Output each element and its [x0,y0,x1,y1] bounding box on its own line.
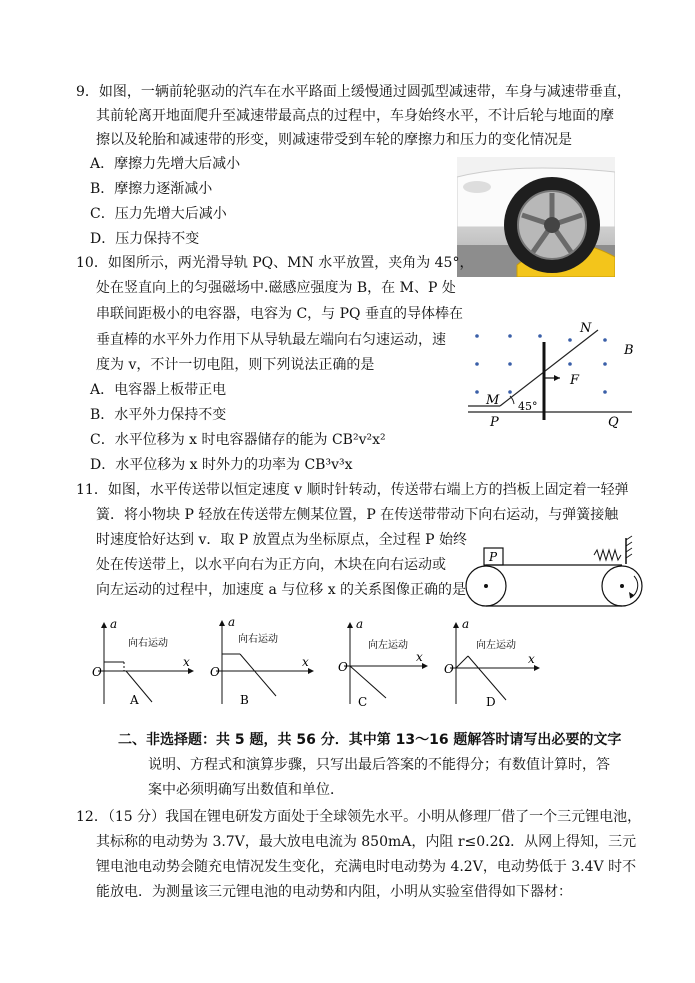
block-p-label: P [489,550,498,564]
svg-text:O: O [210,665,220,679]
svg-text:O: O [338,660,348,674]
conveyor-belt-figure [462,530,662,610]
svg-text:a: a [462,617,470,631]
section-2-header: 二、非选择题：共 5 题，共 56 分．其中第 13～16 题解答时请写出必要的文字 [118,732,622,748]
q10-rails-figure [462,318,642,433]
svg-text:O: O [92,665,102,679]
label-q: Q [608,415,619,430]
q9-stem-line3: 擦以及轮胎和减速带的形变，则减速带受到车轮的摩擦力和压力的变化情况是 [96,132,572,148]
svg-text:x: x [528,652,535,666]
q11-stem-line4: 处在传送带上，以水平向右为正方向，木块在向右运动或 [96,557,446,573]
q9-option-a: A．摩擦力先增大后减小 [90,156,241,172]
q9-option-c: C．压力先增大后减小 [90,206,227,222]
label-f: F [570,373,580,388]
svg-text:向右运动: 向右运动 [238,634,278,645]
q11-stem-line5: 向左运动的过程中，加速度 a 与位移 x 的关系图像正确的是 [96,582,467,598]
graph-a [92,617,194,707]
svg-text:D: D [486,695,496,709]
svg-text:O: O [444,662,454,676]
svg-text:a: a [110,617,118,631]
q10-option-d: D．水平位移为 x 时外力的功率为 CB³v³x [90,457,353,473]
q11-stem-line2: 簧．将小物块 P 轻放在传送带左侧某位置，P 在传送带带动下向右运动，与弹簧接触 [96,507,619,523]
q11-stem-line3: 时速度恰好达到 v．取 P 放置点为坐标原点，全过程 P 始终 [96,532,467,548]
label-n: N [580,321,592,336]
q12-line3: 锂电池电动势会随充电情况发生变化，充满电时电动势为 4.2V，电动势低于 3.4V 时不 [96,859,637,875]
q12-line1: 12．（15 分）我国在锂电研发方面处于全球领先水平。小明从修理厂借了一个三元锂电池， [76,809,642,825]
q10-stem-line1: 10．如图所示，两光滑导轨 PQ、MN 水平放置，夹角为 45°， [76,255,474,271]
q10-stem-line3: 串联间距极小的电容器，电容为 C，与 PQ 垂直的导体棒在 [96,306,463,322]
label-m: M [486,393,500,408]
graph-c [338,617,428,709]
q11-graph-options [90,616,560,711]
svg-text:向左运动: 向左运动 [476,640,516,651]
svg-text:x: x [183,655,190,669]
q9-stem-line2: 其前轮离开地面爬升至减速带最高点的过程中，车身始终水平，不计后轮与地面的摩 [96,108,614,124]
graph-b [210,616,314,707]
q11-stem-line1: 11．如图，水平传送带以恒定速度 v 顺时针转动，传送带右端上方的挡板上固定着一轻弹 [76,482,629,498]
q12-line2: 其标称的电动势为 3.7V，最大放电电流为 850mA，内阻 r≤0.2Ω．从网上得知，三元 [96,834,637,850]
label-b: B [624,343,634,358]
section-2-line3: 案中必须明确写出数值和单位． [148,782,344,798]
q10-option-c: C．水平位移为 x 时电容器储存的能为 CB²v²x² [90,432,386,448]
svg-text:C: C [358,695,368,709]
graph-d [444,617,540,709]
q12-line4: 能放电．为测量该三元锂电池的电动势和内阻，小明从实验室借得如下器材： [96,884,572,900]
q9-stem-line1: 9．如图，一辆前轮驱动的汽车在水平路面上缓慢通过圆弧型减速带，车身与减速带垂直， [76,84,631,100]
svg-text:向右运动: 向右运动 [128,638,168,649]
svg-text:向左运动: 向左运动 [368,640,408,651]
q10-option-b: B．水平外力保持不变 [90,407,227,423]
svg-text:A: A [130,693,139,707]
car-wheel-photo [457,157,615,277]
svg-text:a: a [356,617,364,631]
svg-text:B: B [240,693,249,707]
q10-option-a: A．电容器上板带正电 [90,382,227,398]
label-p: P [490,415,499,430]
q9-option-b: B．摩擦力逐渐减小 [90,181,213,197]
q10-stem-line4: 垂直棒的水平外力作用下从导轨最左端向右匀速运动，速 [96,332,446,348]
q10-stem-line5: 度为 v，不计一切电阻，则下列说法正确的是 [96,357,375,373]
q9-option-d: D．压力保持不变 [90,231,200,247]
svg-text:x: x [416,650,423,664]
label-angle: 45° [518,400,538,413]
section-2-line2: 说明、方程式和演算步骤，只写出最后答案的不能得分；有数值计算时，答 [148,757,610,773]
q10-stem-line2: 处在竖直向上的匀强磁场中.磁感应强度为 B，在 M、P 处 [96,280,456,296]
svg-text:a: a [228,616,236,629]
svg-text:x: x [302,655,309,669]
